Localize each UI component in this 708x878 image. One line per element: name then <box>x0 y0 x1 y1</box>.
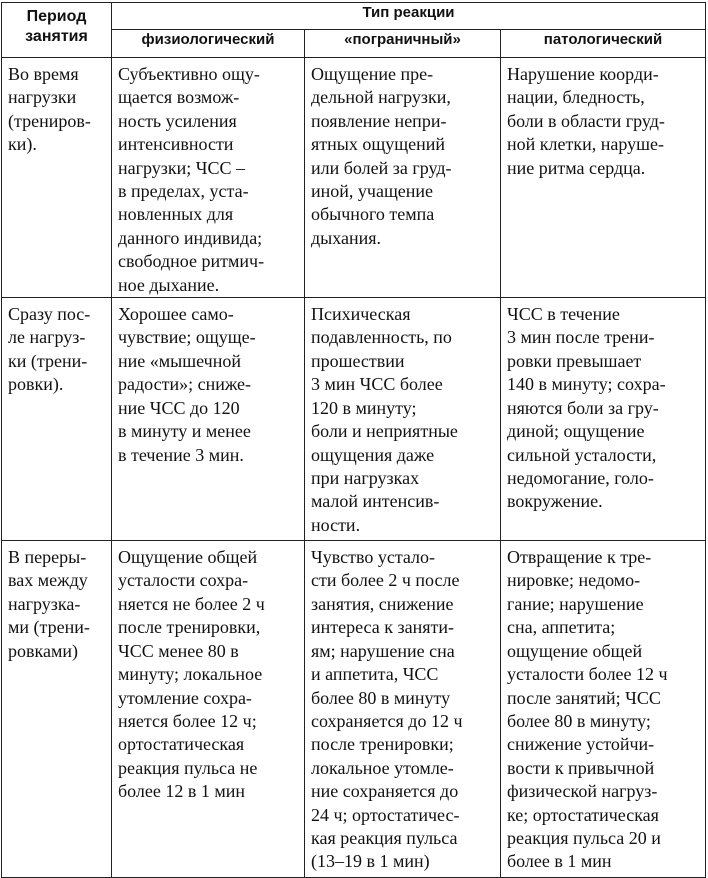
cell-text-line: физической нагруз- <box>507 781 658 802</box>
cell-text-line: радости»; сниже- <box>118 374 252 395</box>
cell-text-line: в минуту и менее <box>118 421 251 442</box>
cell-text-line: вокружение. <box>507 491 603 512</box>
cell-text-line: Чувство устало- <box>311 547 436 568</box>
cell-text-line: и аппетита, ЧСС <box>311 664 439 685</box>
cell-text-line: минуту; локальное <box>118 664 263 685</box>
cell-text-line: ортостатическая <box>118 734 245 755</box>
physiological-cell <box>112 298 305 541</box>
cell-text-line: вости к привычной <box>507 757 655 778</box>
cell-text-line: иной, учащение <box>311 181 434 202</box>
cell-text-line: новленных для <box>118 204 234 225</box>
cell-text-line: 140 в минуту; сохра- <box>507 374 666 395</box>
cell-text-line: Психическая <box>311 304 411 325</box>
cell-text-line: ЧСС в течение <box>507 304 620 325</box>
header-physiological: физиологический <box>112 30 305 58</box>
cell-text-line: Ощущение общей <box>118 547 258 568</box>
cell-text-line: Хорошее само- <box>118 304 234 325</box>
cell-text-line: ности. <box>311 514 361 535</box>
cell-text-line: ки). <box>8 134 37 155</box>
cell-text-line: появление непри- <box>311 110 447 131</box>
cell-text-line: гание; нарушение <box>507 593 644 614</box>
cell-text-line: (трениров- <box>8 110 91 131</box>
cell-text-line: ЧСС менее 80 в <box>118 640 239 661</box>
cell-text-line: прошествии <box>311 350 405 371</box>
cell-text-line: 3 мин после трени- <box>507 327 655 348</box>
cell-text-line: боли в области груд- <box>507 110 665 131</box>
cell-text-line: 24 ч; ортостатичес- <box>311 804 460 825</box>
table-row <box>2 541 706 878</box>
cell-text-line: ние сохраняется до <box>311 781 459 802</box>
cell-text-line: данного индивида; <box>118 227 263 248</box>
period-cell <box>2 298 112 541</box>
cell-text-line: в пределах, уста- <box>118 181 249 202</box>
cell-text-line: более 80 в минуту <box>311 687 451 708</box>
cell-text-line: обычного темпа <box>311 204 435 225</box>
cell-text-line: интенсивности <box>118 134 234 155</box>
header-period-line: Период <box>26 8 87 25</box>
cell-text-line: ле нагруз- <box>8 327 86 348</box>
cell-text-line: Нарушение коорди- <box>507 64 659 84</box>
cell-text-line: более 12 в 1 мин <box>118 781 246 802</box>
cell-text-line: 3 мин ЧСС более <box>311 374 443 395</box>
cell-text-line: (13–19 в 1 мин) <box>311 851 430 872</box>
header-period-line: занятия <box>25 28 88 45</box>
borderline-cell <box>305 541 501 878</box>
cell-text-line: подавленность, по <box>311 327 452 348</box>
cell-text-line: снижение устойчи- <box>507 734 655 755</box>
cell-text-line: 120 в минуту; <box>311 397 417 418</box>
cell-text-line: Ощущение пре- <box>311 64 434 84</box>
cell-text-line: интереса к заняти- <box>311 617 455 638</box>
cell-text-line: в течение 3 мин. <box>118 444 244 465</box>
cell-text-line: нировке; недомо- <box>507 570 641 591</box>
cell-text-line: няются боли за гру- <box>507 397 659 418</box>
cell-text-line: ми (трени- <box>8 617 90 638</box>
cell-text-line: ям; нарушение сна <box>311 640 455 661</box>
cell-text-line: ощущение общей <box>507 640 643 661</box>
cell-text-line: занятия, снижение <box>311 593 454 614</box>
cell-text-line: утомление сохра- <box>118 687 252 708</box>
cell-text-line: няется не более 2 ч <box>118 593 265 614</box>
cell-text-line: более 80 в минуту; <box>507 710 651 731</box>
cell-text-line: В переры- <box>8 547 87 568</box>
cell-text-line: ние «мышечной <box>118 350 241 371</box>
cell-text-line: ятных ощущений <box>311 134 445 155</box>
cell-text-line: ние ЧСС до 120 <box>118 397 240 418</box>
cell-text-line: кая реакция пульса <box>311 827 458 848</box>
cell-text-line: Сразу пос- <box>8 304 91 325</box>
cell-text-line: няется более 12 ч; <box>118 710 257 731</box>
cell-text-line: нагрузка- <box>8 593 81 614</box>
cell-text-line: реакция пульса не <box>118 757 258 778</box>
cell-text-line: чувствие; ощуще- <box>118 327 256 348</box>
cell-text-line: более в 1 мин <box>507 851 612 872</box>
cell-text-line: свободное ритмич- <box>118 251 265 272</box>
cell-text-line: ние ритма сердца. <box>507 157 646 178</box>
cell-text-line: реакция пульса 20 и <box>507 827 661 848</box>
header-reaction-type: Тип реакции <box>112 3 706 30</box>
cell-text-line: нагрузки; ЧСС – <box>118 157 245 178</box>
cell-text-line: диной; ощущение <box>507 421 645 442</box>
cell-text-line: усталости более 12 ч <box>507 664 668 685</box>
cell-text-line: Субъективно ощу- <box>118 64 260 84</box>
cell-text-line: ное дыхание. <box>118 274 220 295</box>
physiological-cell <box>112 58 305 298</box>
cell-text-line: после тренировки; <box>311 734 454 755</box>
cell-text-line: дыхания. <box>311 227 382 248</box>
cell-text-line: ной клетки, наруше- <box>507 134 664 155</box>
cell-text-line: ровками) <box>8 640 78 661</box>
cell-text-line: малой интенсив- <box>311 491 440 512</box>
cell-text-line: дельной нагрузки, <box>311 87 451 108</box>
cell-text-line: недомогание, голо- <box>507 467 654 488</box>
pathological-cell <box>501 298 706 541</box>
cell-text-line: локальное утомле- <box>311 757 454 778</box>
cell-text-line: сна, аппетита; <box>507 617 616 638</box>
header-pathological: патологический <box>501 30 706 58</box>
cell-text-line: боли и неприятные <box>311 421 458 442</box>
cell-text-line: сильной усталости, <box>507 444 657 465</box>
cell-text-line: усталости сохра- <box>118 570 249 591</box>
cell-text-line: ровки). <box>8 374 64 395</box>
cell-text-line: после тренировки, <box>118 617 261 638</box>
table-row <box>2 298 706 541</box>
physiological-cell <box>112 541 305 878</box>
cell-text-line: или болей за груд- <box>311 157 452 178</box>
cell-text-line: нации, бледность, <box>507 87 645 108</box>
borderline-cell <box>305 58 501 298</box>
reaction-types-table <box>1 2 706 878</box>
table-row <box>2 58 706 298</box>
cell-text-line: при нагрузках <box>311 467 420 488</box>
cell-text-line: после занятий; ЧСС <box>507 687 661 708</box>
cell-text-line: Отвращение к тре- <box>507 547 652 568</box>
cell-text-line: Во время <box>8 64 79 84</box>
cell-text-line: ки (трени- <box>8 350 88 371</box>
cell-text-line: ность усиления <box>118 110 237 131</box>
header-period <box>2 3 112 58</box>
pathological-cell <box>501 58 706 298</box>
cell-text-line: сохраняется до 12 ч <box>311 710 463 731</box>
cell-text-line: сти более 2 ч после <box>311 570 460 591</box>
cell-text-line: ощущения даже <box>311 444 435 465</box>
cell-text-line: щается возмож- <box>118 87 240 108</box>
table-body <box>2 58 706 878</box>
borderline-cell <box>305 298 501 541</box>
cell-text-line: ровки превышает <box>507 350 642 371</box>
period-cell <box>2 541 112 878</box>
header-borderline: «пограничный» <box>305 30 501 58</box>
cell-text-line: ке; ортостатическая <box>507 804 659 825</box>
period-cell <box>2 58 112 298</box>
cell-text-line: вах между <box>8 570 88 591</box>
cell-text-line: нагрузки <box>8 87 77 108</box>
pathological-cell <box>501 541 706 878</box>
